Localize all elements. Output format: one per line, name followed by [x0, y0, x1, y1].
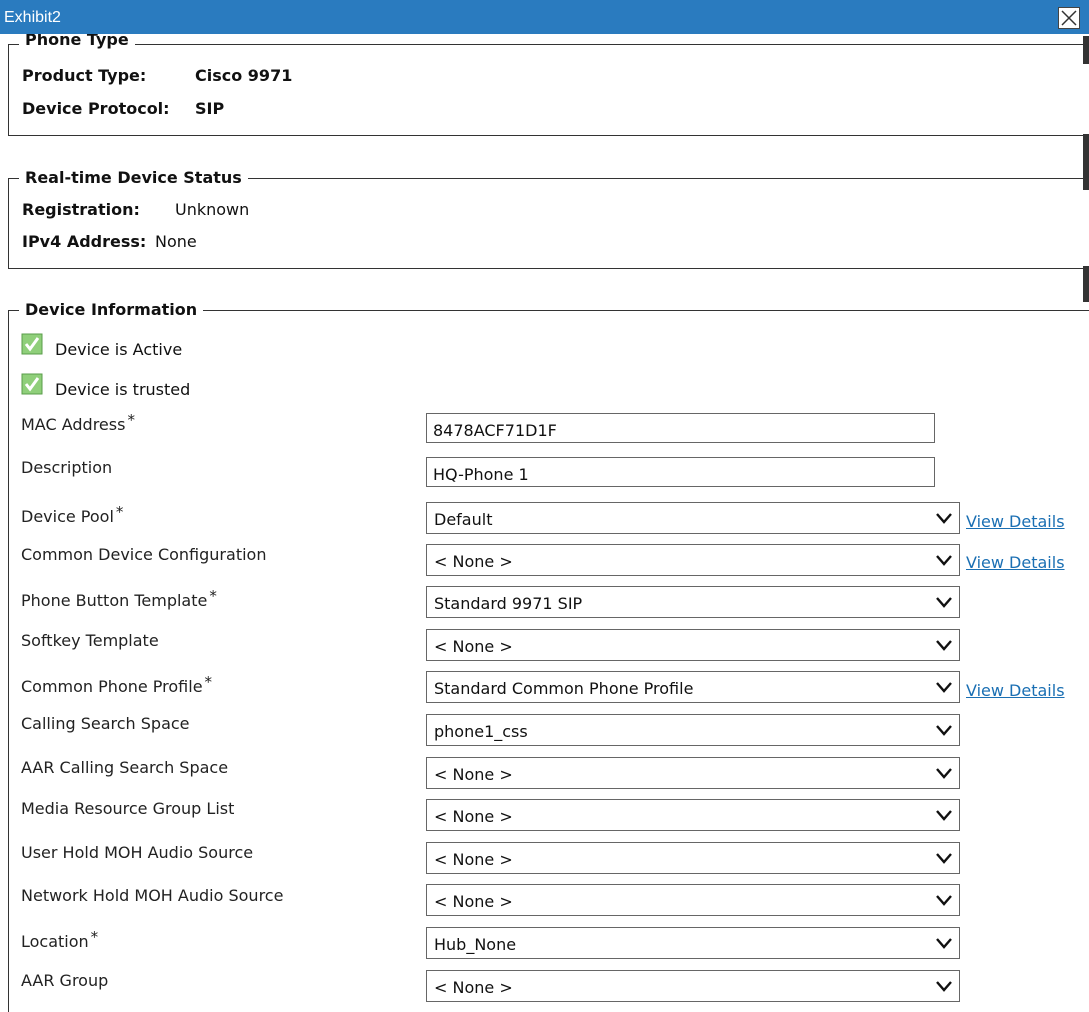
aar-calling-search-space-select[interactable] — [426, 757, 960, 789]
device-pool-value: Default — [434, 510, 493, 529]
required-mark: * — [90, 928, 99, 946]
phone-type-section — [8, 34, 1089, 136]
required-mark: * — [209, 587, 217, 605]
chevron-down-icon — [935, 553, 953, 567]
aar-calling-search-space-label: AAR Calling Search Space — [21, 758, 229, 777]
realtime-status-section — [8, 168, 1089, 269]
registration-value: Unknown — [175, 200, 250, 219]
edge-shadow — [1083, 266, 1089, 302]
media-resource-group-list-select[interactable] — [426, 799, 960, 831]
chevron-down-icon — [935, 723, 953, 737]
common-phone-profile-view-details-link[interactable]: View Details — [966, 681, 1065, 700]
mac-address-label: MAC Address * — [21, 411, 135, 434]
common-phone-profile-value: Standard Common Phone Profile — [434, 679, 694, 698]
device-trusted-label: Device is trusted — [55, 380, 191, 399]
realtime-status-legend: Real-time Device Status — [19, 169, 248, 187]
chevron-down-icon — [935, 808, 953, 822]
phone-button-template-value: Standard 9971 SIP — [434, 594, 583, 613]
device-information-legend: Device Information — [19, 301, 203, 319]
common-phone-profile-select[interactable] — [426, 671, 960, 703]
chevron-down-icon — [935, 595, 953, 609]
close-icon — [1059, 8, 1079, 28]
aar-group-label: AAR Group — [21, 971, 109, 990]
calling-search-space-value: phone1_css — [434, 722, 528, 741]
location-label: Location * — [21, 928, 99, 951]
softkey-template-label: Softkey Template — [21, 631, 159, 650]
description-input[interactable]: HQ-Phone 1 — [426, 457, 935, 487]
media-resource-group-list-value: < None > — [434, 807, 513, 826]
device-protocol-label: Device Protocol: — [22, 99, 170, 118]
common-device-configuration-value: < None > — [434, 552, 513, 571]
phone-button-template-select[interactable] — [426, 586, 960, 618]
device-trusted-checkbox[interactable] — [21, 373, 43, 395]
device-pool-label: Device Pool * — [21, 503, 124, 526]
product-type-value: Cisco 9971 — [195, 66, 293, 85]
aar-group-value: < None > — [434, 978, 513, 997]
chevron-down-icon — [935, 680, 953, 694]
user-hold-moh-audio-source-value: < None > — [434, 850, 513, 869]
media-resource-group-list-label: Media Resource Group List — [21, 799, 235, 818]
description-label: Description — [21, 458, 113, 477]
ipv4-address-value: None — [155, 232, 197, 251]
device-pool-select[interactable] — [426, 502, 960, 534]
common-phone-profile-label: Common Phone Profile * — [21, 673, 213, 696]
required-mark: * — [127, 411, 135, 429]
required-mark: * — [204, 673, 213, 691]
chevron-down-icon — [935, 851, 953, 865]
location-value: Hub_None — [434, 935, 517, 954]
registration-label: Registration: — [22, 200, 140, 219]
device-pool-view-details-link[interactable]: View Details — [966, 512, 1065, 531]
device-active-checkbox[interactable] — [21, 333, 43, 355]
softkey-template-select[interactable] — [426, 629, 960, 661]
calling-search-space-select[interactable] — [426, 714, 960, 746]
close-button[interactable] — [1058, 7, 1080, 29]
device-active-label: Device is Active — [55, 340, 183, 359]
edge-shadow — [1083, 134, 1089, 190]
network-hold-moh-audio-source-select[interactable] — [426, 884, 960, 916]
phone-button-template-label: Phone Button Template * — [21, 587, 217, 610]
device-protocol-value: SIP — [195, 99, 225, 118]
window-titlebar — [0, 0, 1089, 34]
chevron-down-icon — [935, 893, 953, 907]
chevron-down-icon — [935, 936, 953, 950]
mac-address-input[interactable]: 8478ACF71D1F — [426, 413, 935, 443]
common-device-configuration-view-details-link[interactable]: View Details — [966, 553, 1065, 572]
required-mark: * — [115, 503, 124, 521]
common-device-configuration-label: Common Device Configuration — [21, 545, 267, 564]
aar-calling-search-space-value: < None > — [434, 765, 513, 784]
aar-group-select[interactable] — [426, 970, 960, 1002]
user-hold-moh-audio-source-select[interactable] — [426, 842, 960, 874]
calling-search-space-label: Calling Search Space — [21, 714, 190, 733]
user-hold-moh-audio-source-label: User Hold MOH Audio Source — [21, 843, 254, 862]
edge-shadow — [1083, 36, 1089, 64]
chevron-down-icon — [935, 638, 953, 652]
common-device-configuration-select[interactable] — [426, 544, 960, 576]
softkey-template-value: < None > — [434, 637, 513, 656]
product-type-label: Product Type: — [22, 66, 147, 85]
chevron-down-icon — [935, 979, 953, 993]
chevron-down-icon — [935, 511, 953, 525]
chevron-down-icon — [935, 766, 953, 780]
window-title: Exhibit2 — [4, 9, 61, 26]
location-select[interactable] — [426, 927, 960, 959]
dialog-content — [0, 34, 1089, 1012]
network-hold-moh-audio-source-label: Network Hold MOH Audio Source — [21, 886, 284, 905]
ipv4-address-label: IPv4 Address: — [22, 232, 147, 251]
network-hold-moh-audio-source-value: < None > — [434, 892, 513, 911]
phone-type-legend: Phone Type — [19, 34, 135, 49]
